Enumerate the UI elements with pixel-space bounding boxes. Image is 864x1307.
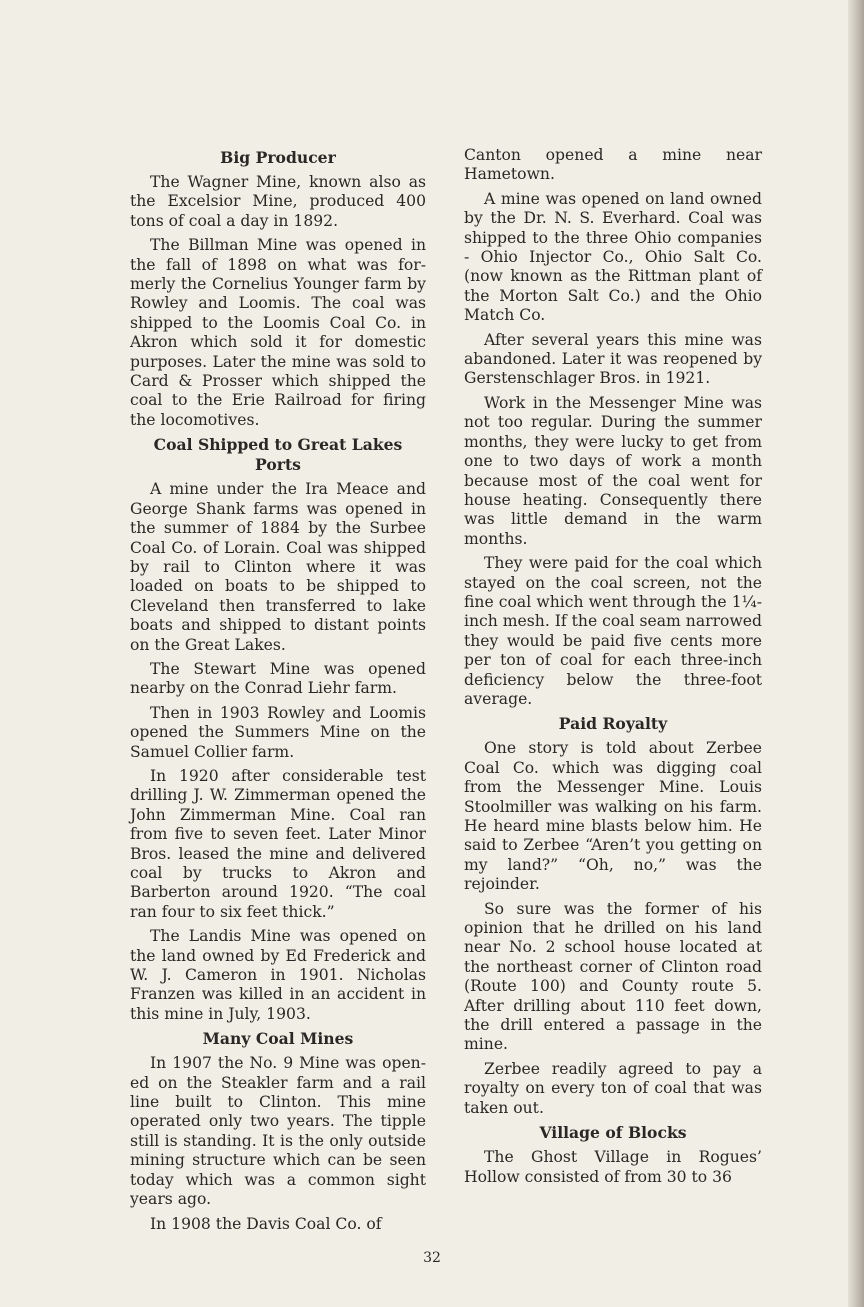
section-heading: Village of Blocks xyxy=(539,1123,687,1143)
body-paragraph: The Billman Mine was opened in the fall of 1898 on what was formerly the Cornelius Younger farm by Rowley and Loomis. The coal was shipped to the Loomis Coal Co. in Akron which sold it for domestic purposes. Later the mine was sold to Card & Prosser which shipped the coal to the Erie Railroad for firing the locomotives. xyxy=(130,236,426,429)
right-column xyxy=(464,146,762,1192)
body-paragraph: A mine was opened on land owned by the Dr. N. S. Everhard. Coal was shipped to the three Ohio companies - Ohio Injector Co., Ohio Salt Co. (now known as the Rittman plant of the Morton Salt Co.) and the Ohio Match Co. xyxy=(464,189,762,325)
body-paragraph: Work in the Messenger Mine was not too regular. During the summer months, they were lucky to get from one to two days of work a month because most of the coal went for house heating. Consequently there was little demand in the warm months. xyxy=(464,393,762,548)
body-paragraph: The Ghost Village in Rogues’ Hollow consisted of from 30 to 36 xyxy=(464,1148,762,1186)
page-edge-shadow xyxy=(848,0,864,1307)
body-paragraph: Then in 1903 Rowley and Loomis opened the Summers Mine on the Samuel Collier farm. xyxy=(130,703,426,761)
left-column xyxy=(130,146,426,1239)
body-paragraph: The Wagner Mine, known also as the Excelsior Mine, produced 400 tons of coal a day in 1892. xyxy=(130,173,426,230)
body-paragraph: In 1920 after considerable test drilling J. W. Zimmerman opened the John Zimmerman Mine. Coal ran from five to seven feet. Later Minor Bros. leased the mine and delivered coal by trucks to Akron and Barberton around 1920. “The coal ran four to six feet thick.” xyxy=(130,766,426,921)
body-paragraph: In 1908 the Davis Coal Co. of xyxy=(150,1214,382,1233)
page-number: 32 xyxy=(423,1250,441,1266)
section-heading: Many Coal Mines xyxy=(202,1029,354,1049)
section-heading: Coal Shipped to Great Lakes Ports xyxy=(153,435,403,475)
body-paragraph: The Stewart Mine was opened nearby on the Conrad Liehr farm. xyxy=(130,659,426,698)
body-paragraph: They were paid for the coal which stayed on the coal screen, not the fine coal which went through the 1¼-inch mesh. If the coal seam narrowed they would be paid five cents more per ton of coal for each three-inch deficiency below the three-foot average. xyxy=(464,554,762,708)
body-paragraph: A mine under the Ira Meace and George Shank farms was opened in the summer of 1884 by the Surbee Coal Co. of Lorain. Coal was shipped by rail to Clinton where it was loaded on boats to be shipped to Cleveland then transferred to lake boats and shipped to distant points on the Great Lakes. xyxy=(130,480,426,654)
body-paragraph: Zerbee readily agreed to pay a royalty on every ton of coal that was taken out. xyxy=(464,1059,762,1117)
section-heading: Paid Royalty xyxy=(558,714,668,734)
section-heading: Big Producer xyxy=(220,148,336,167)
body-paragraph: After several years this mine was abandoned. Later it was reopened by Gerstenschlager Bros. in 1921. xyxy=(464,330,762,388)
body-paragraph: In 1907 the No. 9 Mine was opened on the Steakler farm and a rail line built to Clinton. This mine operated only two years. The tipple still is standing. It is the only outside mining structure which can be seen today which was a common sight years ago. xyxy=(130,1054,426,1209)
body-paragraph: One story is told about Zerbee Coal Co. which was digging coal from the Messenger Mine. Louis Stoolmiller was walking on his farm. He heard mine blasts below him. He said to Zerbee “Aren’t you getting on my land?” “Oh, no,” was the rejoinder. xyxy=(464,739,762,894)
body-paragraph: Canton opened a mine near Hametown. xyxy=(464,146,762,184)
body-paragraph: So sure was the former of his opinion that he drilled on his land near No. 2 school house located at the northeast corner of Clinton road (Route 100) and County route 5. After drilling about 110 feet down, the drill entered a passage in the mine. xyxy=(464,899,762,1054)
body-paragraph: The Landis Mine was opened on the land owned by Ed Frederick and W. J. Cameron in 1901. Nicholas Franzen was killed in an accident in this mine in July, 1903. xyxy=(130,927,426,1023)
